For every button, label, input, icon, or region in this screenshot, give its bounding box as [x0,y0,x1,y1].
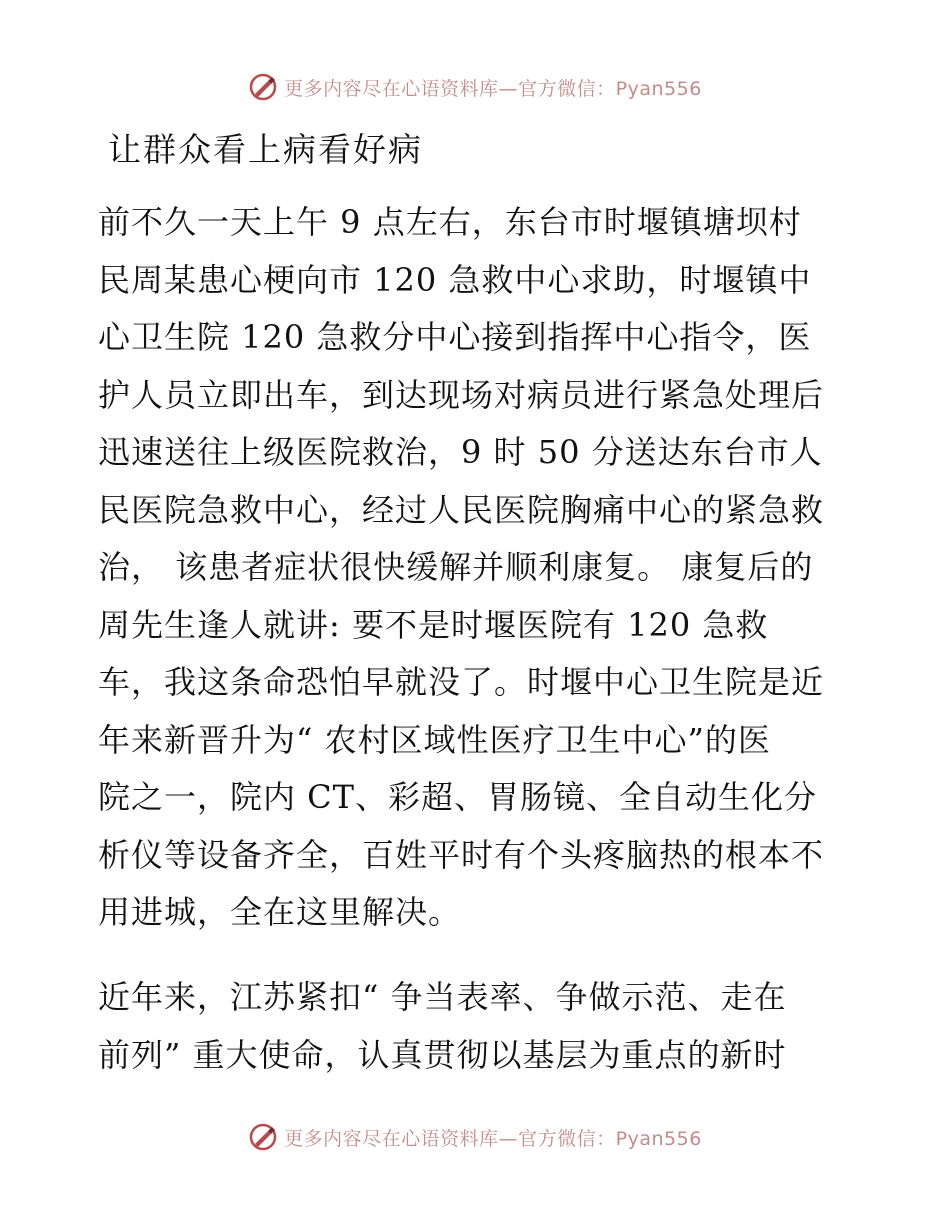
pen-logo-icon [248,72,278,102]
footer-watermark [0,1122,950,1152]
paragraph-1 [98,194,858,942]
header-watermark [0,72,950,102]
text-line: 治， 该患者症状很快缓解并顺利康复。 康复后的 [98,548,814,586]
pen-logo-icon [248,1122,278,1152]
text-line: 年来新晋升为“ 农村区域性医疗卫生中心”的医 [98,720,771,759]
text-line: 民医院急救中心，经过人民医院胸痛中心的紧急救 [98,490,825,529]
text-line: 民周某患心梗向市 120 急救中心求助，时堰镇中 [98,260,812,299]
watermark-text: 更多内容尽在心语资料库—官方微信：Pyan556 [284,1127,702,1150]
document-title: 让群众看上病看好病 [108,130,423,169]
text-line: 迅速送往上级医院救治，9 时 50 分送达东台市人 [98,433,823,471]
watermark-text: 更多内容尽在心语资料库—官方微信：Pyan556 [284,77,702,100]
text-line: 析仪等设备齐全，百姓平时有个头疼脑热的根本不 [98,835,825,874]
text-line: 近年来，江苏紧扣“ 争当表率、争做示范、走在 [98,978,787,1016]
text-line: 院之一，院内 CT、彩超、胃肠镜、全自动生化分 [98,778,818,816]
text-line: 心卫生院 120 急救分中心接到指挥中心指令，医 [98,318,812,356]
text-line: 护人员立即出车，到达现场对病员进行紧急处理后 [98,375,825,414]
text-line: 前列” 重大使命，认真贯彻以基层为重点的新时 [98,1035,787,1074]
text-line: 前不久一天上午 9 点左右，东台市时堰镇塘坝村 [98,203,802,241]
paragraph-2 [98,969,858,1084]
text-line: 周先生逢人就讲: 要不是时堰医院有 120 急救 [98,605,769,644]
text-line: 用进城，全在这里解决。 [98,893,462,931]
text-line: 车，我这条命恐怕早就没了。时堰中心卫生院是近 [98,663,825,701]
